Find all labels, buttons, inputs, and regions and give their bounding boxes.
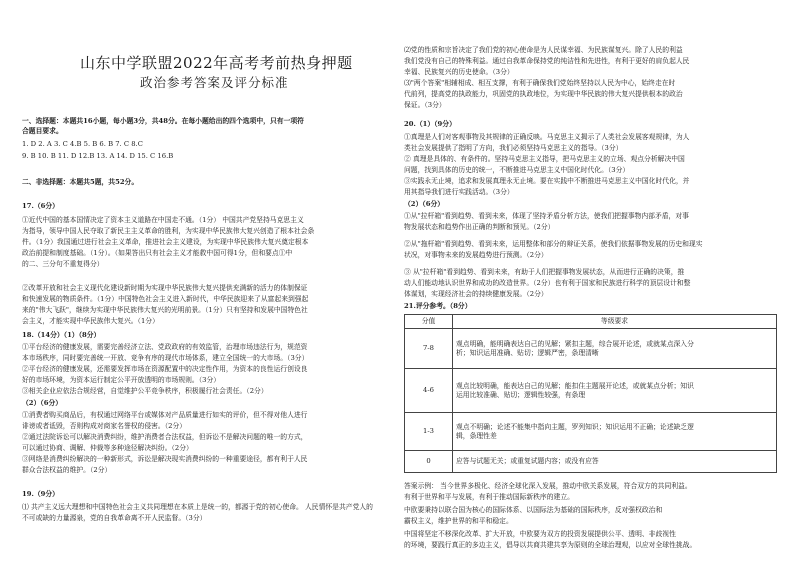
answer-line: 的二、三分句不重复得分） — [22, 260, 104, 268]
answer-line: ①消费者购买商品后，有权通过网络平台或媒体对产品质量进行如实的评价，但不得对他人进行 — [22, 411, 308, 419]
answer-line: 诽谤或者诋毁，否则构成对商家名誉权的侵害。（2分） — [22, 422, 187, 430]
answer-line: ②平台经济的健康发展，还需要发挥市场在资源配置中的决定性作用，为资本的良性运行创设良 — [22, 365, 308, 373]
requirement-cell: 观点比较明确，能表达自己的见解；能扣住主题展开论述，或就某点分析；知识 运用比较准确、贴切；逻辑性较强，有条理 — [453, 369, 777, 413]
answer-line: ①近代中国的基本国情决定了资本主义道路在中国走不通。（1分） 中国共产党坚持马克思主义 — [22, 216, 304, 224]
answer-line: 体谋划，实现经济社会的持续健康发展。（2分） — [404, 290, 548, 298]
answer-line: 不可或缺的力量源泉，党的自我革命离不开人民监督。（3分） — [22, 514, 207, 522]
requirement-cell: 观点不明确；论述不能集中指向主题，罗列知识；知识运用不正确；论述缺乏逻 辑，条理性差 — [453, 413, 777, 451]
table-row — [405, 369, 777, 413]
answer-line: ③相关企业应依法合规经营，自觉维护公平竞争秩序，积极履行社会责任。（2分） — [22, 387, 268, 395]
q21-heading: 21.评分参考。（8分） — [404, 302, 472, 310]
scoring-table — [404, 314, 777, 473]
q18-part2-heading: （2）（6分） — [22, 399, 63, 407]
table-row — [405, 329, 777, 369]
answer-line: ⑵党的性质和宗旨决定了我们党的初心使命是为人民谋幸福、为民族谋复兴。除了人民的利益 — [404, 46, 683, 54]
q18-heading: 18.（14分）（1）（8分） — [22, 331, 101, 339]
answer-line: ②通过法院诉讼可以解决消费纠纷，维护消费者合法权益，但诉讼不是解决问题的唯一的方式， — [22, 433, 308, 441]
table-row — [405, 451, 777, 473]
answer-line: ⑶"两个答案"相辅相成、相互支撑，有利于确保我们党始终坚持以人民为中心，始终走在时 — [404, 79, 676, 87]
answer-line: 可以通过协商、调解、仲裁等多种途径解决纠纷。（2分） — [22, 444, 193, 452]
answer-line: 用其指导我们进行实践活动。（3分） — [404, 188, 514, 196]
answer-line: 代前列，提高党的执政能力，巩固党的执政地位，为实现中华民族的伟大复兴提供根本的政治 — [404, 90, 683, 98]
answer-line: 的环境，要践行真正的多边主义，倡导以共商共建共享为原则的全球治理观，以应对全球性挑战。 — [404, 541, 697, 549]
answer-line: ①平台经济的健康发展，需要完善经济立法、党政政府的有效监管，治理市场违法行为，规范资 — [22, 343, 308, 351]
page-subtitle: 政治参考答案及评分标准 — [140, 75, 289, 90]
score-cell: 1-3 — [405, 413, 453, 451]
answer-line: 状况，对事物未来的发展趋势进行预测。（2分） — [404, 251, 548, 259]
answer-line: 答案示例： 当今世界多极化、经济全球化深入发展，推动中欧关系发展，符合双方的共同利益。 — [404, 482, 692, 490]
table-header-requirement: 等级要求 — [453, 315, 777, 329]
answer-line: 幸福、民族复兴的历史使命。（3分） — [404, 68, 514, 76]
answer-line: 群众合法权益的维护。（2分） — [22, 466, 112, 474]
score-cell: 4-6 — [405, 369, 453, 413]
answer-line: 本市场秩序，同时要完善统一开放、竞争有序的现代市场体系，建立全国统一的大市场。（3分） — [22, 354, 309, 362]
table-row — [405, 413, 777, 451]
answer-line: ③网络是消费纠纷解决的一种新形式，诉讼是解决现实消费纠纷的一种重要途径，都有利于人民 — [22, 455, 308, 463]
answer-line: 我们党没有自己的特殊利益。通过自我革命保持党的纯洁性和先进性，有利于更好的肩负起人民 — [404, 57, 690, 65]
answer-line: 动人们能动地认识世界和成功的改造世界。（2分）也有利于国家和民族进行科学的顶层设计和整 — [404, 279, 691, 287]
page-title: 山东中学联盟2022年高考考前热身押题 — [80, 54, 353, 72]
answer-line: 件。（1分）我国通过进行社会主义革命，推进社会主义建设，为实现中华民族伟大复兴奠定根本 — [22, 238, 309, 246]
answer-line: ①从"拉杆箱"看到趋势、看到未来，体现了坚持矛盾分析方法，使我们把握事物内部矛盾，对事 — [404, 212, 689, 220]
mc-section-heading: 一、选择题：本题共16小题，每小题3分，共48分。在每小题给出的四个选项中，只有一项符 — [22, 117, 304, 125]
answer-line: 来的"伟大飞跃"，继续为实现中华民族伟大复兴的光明前景。（1分）只有坚持和发展中国特色社 — [22, 306, 308, 314]
answer-line: ② 真理是具体的、有条件的。坚持马克思主义指导，把马克思主义的立场、观点分析解决中国 — [404, 155, 685, 163]
answer-line: 物发展状态和趋势作出正确的判断和预见。（2分） — [404, 223, 555, 231]
table-header-score: 分值 — [405, 315, 453, 329]
requirement-cell: 应答与试题无关；或重复试题内容；或没有应答 — [453, 451, 777, 473]
q20-part2-heading: （2）（6分） — [404, 200, 445, 208]
left-column — [22, 0, 397, 562]
score-cell: 7-8 — [405, 329, 453, 369]
answer-line: ②从"拖杆箱"看到趋势、看到未来，运用整体和部分的辩证关系，使我们依据事物发展的历史和现实 — [404, 240, 703, 248]
q17-heading: 17.（6分） — [22, 202, 59, 210]
q19-heading: 19.（9分） — [22, 490, 59, 498]
nonmc-section-heading: 二、非选择题：本题共5题，共52分。 — [22, 178, 139, 186]
requirement-cell: 观点明确，能明确表达自己的见解；紧扣主题，综合展开论述，或就某点深入分 析；知识运用准确、贴切；逻辑严密，条理清晰 — [453, 329, 777, 369]
mc-answers-row-2: 9. B 10. B 11. D 12.B 13. A 14. D 15. C 16.B — [22, 152, 174, 160]
answer-line: 会主义，才能实现中华民族伟大复兴。（1分） — [22, 317, 159, 325]
answer-line: 政治前提和制度基础。（1分）。（如果答出只有社会主义才能救中国可得1分，但和要点①中 — [22, 249, 293, 257]
mc-section-heading-cont: 合题目要求。 — [22, 127, 63, 135]
answer-line: 问题，找到具体的历史的统一，不断推进马克思主义中国化时代化。（3分） — [404, 166, 630, 174]
q20-heading: 20.（1）（9分） — [404, 120, 456, 128]
answer-line: 类社会发展提供了指明了方向，我们必须坚持马克思主义的指导。（3分） — [404, 144, 623, 152]
answer-line: 好的市场环境，为资本运行制定公平开放透明的市场规则。（3分） — [22, 376, 221, 384]
answer-line: ⑴ 共产主义远大理想和中国特色社会主义共同理想在本质上是统一的，都源于党的初心使命。 人民情怀是共产党人的 — [22, 503, 373, 511]
answer-line: 中欧要秉持以联合国为核心的国际体系、以国际法为基础的国际秩序，反对强权政治和 — [404, 506, 663, 514]
right-column — [404, 0, 779, 562]
score-cell: 0 — [405, 451, 453, 473]
answer-line: 和快速发展的物质条件。（1分）中国特色社会主义进入新时代，中华民族迎来了从富起来到强起 — [22, 295, 309, 303]
answer-line: 为指导，领导中国人民夺取了新民主主义革命的胜利，为实现中华民族伟大复兴创造了根本社会条 — [22, 227, 315, 235]
answer-line: 霸权主义，维护世界的和平和稳定。 — [404, 517, 513, 525]
answer-line: 中国将坚定不移深化改革、扩大开放，中欧要为双方的投资发展提供公平、透明、非歧视性 — [404, 530, 676, 538]
mc-answers-row-1: 1. D 2. A 3. C 4.B 5. B 6. B 7. C 8.C — [22, 140, 143, 148]
answer-line: ②改革开放和社会主义现代化建设新时期为实现中华民族伟大复兴提供充满新的活力的体制保证 — [22, 284, 308, 292]
answer-line: 有利于世界和平与发展，有利于推动国际新秩序的建立。 — [404, 493, 574, 501]
answer-line: 保证。（3分） — [404, 101, 446, 109]
answer-line: ①真理是人们对客观事物及其规律的正确反映。马克思主义揭示了人类社会发展客观规律，为人 — [404, 133, 690, 141]
table-header-row — [405, 315, 777, 329]
answer-line: ③ 从"拉杆箱"看到趋势、看到未来，有助于人们把握事物发展状态，从而进行正确的决策，推 — [404, 268, 685, 276]
answer-line: ③实践永无止境，追求和发展真理永无止境。要在实践中不断推进马克思主义中国化时代化，并 — [404, 177, 690, 185]
